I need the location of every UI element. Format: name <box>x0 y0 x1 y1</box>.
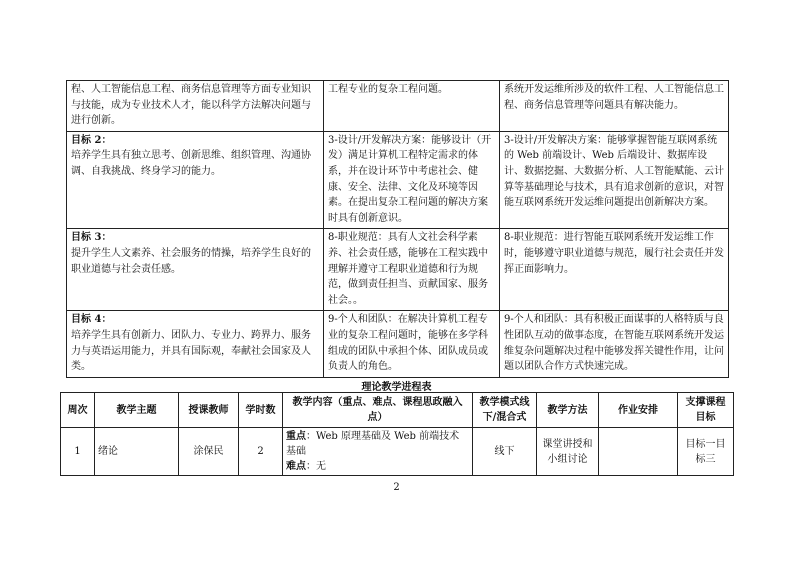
objective-cell <box>67 229 324 311</box>
header-method: 教学方法 <box>537 393 599 428</box>
table-row <box>67 311 729 377</box>
cell-mode: 线下 <box>473 428 537 476</box>
objective-title: 目标 3： <box>71 232 112 244</box>
cell-method: 课堂讲授和小组讨论 <box>537 428 599 476</box>
header-topic: 教学主题 <box>95 393 179 428</box>
key-text: ：Web 原理基础及 Web 前端技术基础 <box>286 431 460 457</box>
requirement-cell: 8-职业规范：具有人文社会科学素养、社会责任感，能够在工程实践中理解并遵守工程职业道德和行为规范，做到责任担当、贡献国家、服务社会。。 <box>324 229 500 311</box>
header-row <box>61 393 734 428</box>
difficulty-label: 难点 <box>286 461 306 472</box>
table-row <box>61 428 734 476</box>
header-mode: 教学模式线下/混合式 <box>473 393 537 428</box>
objective-cell <box>67 311 324 377</box>
header-goals: 支撑课程目标 <box>678 393 734 428</box>
page-number: 2 <box>393 482 400 493</box>
objective-desc: 培养学生具有创新力、团队力、专业力、跨界力、服务力与英语运用能力，并具有国际观，奉献社会国家及人类。 <box>71 329 311 373</box>
header-content: 教学内容（重点、难点、课程思政融入点） <box>283 393 473 428</box>
objective-desc: 程、人工智能信息工程、商务信息管理等方面专业知识与技能，成为专业技术人才，能以科学方法解决问题与进行创新。 <box>71 84 311 127</box>
requirement-cell: 3-设计/开发解决方案：能够设计（开发）满足计算机工程特定需求的体系，并在设计环节中考虑社会、健康、安全、法律、文化及环境等因素。在提出复杂工程问题的解决方案时具有创新意识。 <box>324 131 500 229</box>
cell-hours: 2 <box>239 428 283 476</box>
cell-content <box>283 428 473 476</box>
indicator-cell: 系统开发运维所涉及的软件工程、人工智能信息工程、商务信息管理等问题具有解决能力。 <box>500 81 729 132</box>
objectives-table <box>66 80 729 378</box>
objective-title: 目标 2： <box>71 134 112 146</box>
cell-topic: 绪论 <box>95 428 179 476</box>
objective-desc: 提升学生人文素养、社会服务的情操，培养学生良好的职业道德与社会责任感。 <box>71 247 311 275</box>
objective-cell <box>67 131 324 229</box>
requirement-cell: 工程专业的复杂工程问题。 <box>324 81 500 132</box>
header-hours: 学时数 <box>239 393 283 428</box>
schedule-table <box>60 392 734 476</box>
indicator-cell: 9-个人和团队：具有积极正面谋事的人格特质与良性团队互动的做事态度，在智能互联网系统开发运维复杂问题解决过程中能够发挥关键性作用，让问题以团队合作方式快速完成。 <box>500 311 729 377</box>
schedule-title: 理论教学进程表 <box>361 382 432 393</box>
table-row <box>67 131 729 229</box>
cell-goals: 目标一目标三 <box>678 428 734 476</box>
header-teacher: 授课教师 <box>179 393 239 428</box>
table-row <box>67 81 729 132</box>
header-week: 周次 <box>61 393 95 428</box>
objective-desc: 培养学生具有独立思考、创新思维、组织管理、沟通协调、自我挑战、终身学习的能力。 <box>71 150 311 177</box>
cell-week: 1 <box>61 428 95 476</box>
objective-cell <box>67 81 324 132</box>
table-row <box>67 229 729 311</box>
key-label: 重点 <box>286 431 306 442</box>
difficulty-text: ：无 <box>306 461 326 472</box>
indicator-cell: 3-设计/开发解决方案：能够掌握智能互联网系统的 Web 前端设计、Web 后端设计、数据库设计、数据挖掘、大数据分析、人工智能赋能、云计算等基础理论与技术，具有追求创新的意识，对智能互联网系统开发运维问题提出创新解决方案。 <box>500 131 729 229</box>
indicator-cell: 8-职业规范：进行智能互联网系统开发运维工作时，能够遵守职业道德与规范，履行社会责任并发挥正面影响力。 <box>500 229 729 311</box>
header-homework: 作业安排 <box>599 393 678 428</box>
cell-teacher: 涂保民 <box>179 428 239 476</box>
requirement-cell: 9-个人和团队：在解决计算机工程专业的复杂工程问题时，能够在多学科组成的团队中承担个体、团队成员或负责人的角色。 <box>324 311 500 377</box>
cell-homework <box>599 428 678 476</box>
objective-title: 目标 4： <box>71 314 112 326</box>
